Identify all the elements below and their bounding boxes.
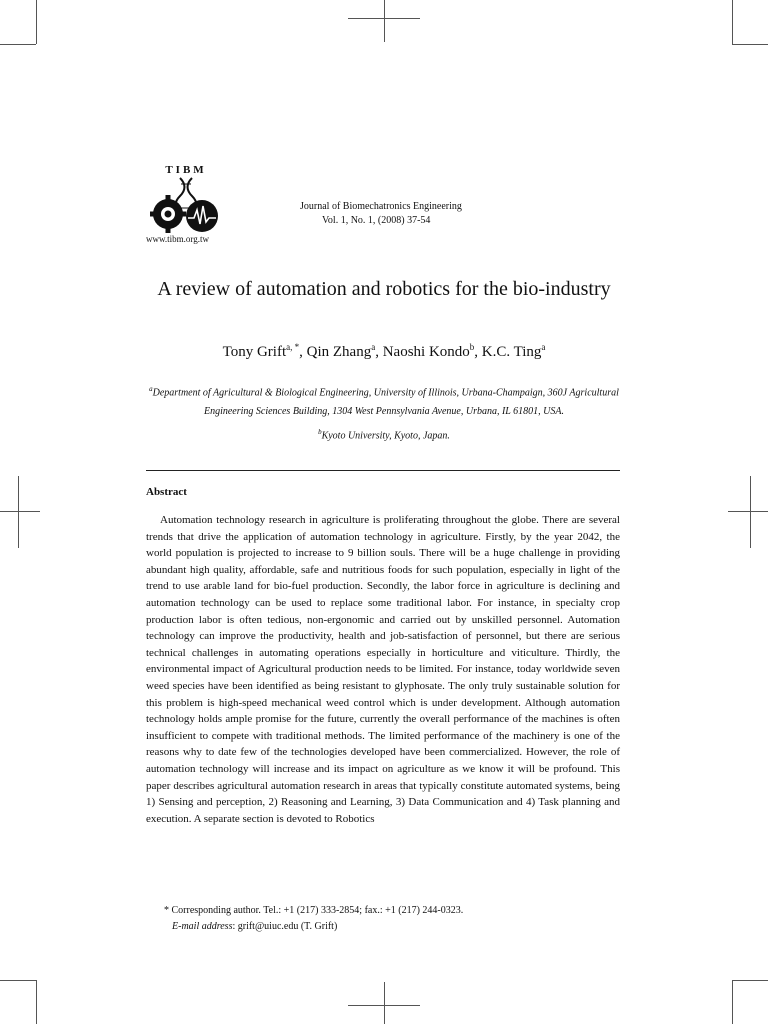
crop-mark bbox=[732, 0, 733, 44]
crop-mark bbox=[732, 980, 733, 1024]
crop-mark bbox=[728, 511, 768, 512]
author-mark: a bbox=[541, 342, 546, 352]
affiliation-mark: a bbox=[149, 385, 153, 393]
author-list: Tony Grift$^{a, *}$, Qin Zhang$^a$, Naoshi Kondo$^b$, K.C. Ting$^a$ bbox=[222, 342, 546, 360]
journal-info bbox=[300, 200, 462, 228]
crop-mark bbox=[348, 18, 420, 19]
author-name: Qin Zhang bbox=[306, 344, 372, 360]
author-name: Tony Grift bbox=[222, 344, 287, 360]
affiliation-mark: b bbox=[318, 428, 322, 436]
crop-mark bbox=[18, 476, 19, 548]
crop-mark bbox=[0, 511, 40, 512]
crop-mark bbox=[384, 0, 385, 42]
crop-mark bbox=[0, 980, 36, 981]
author-mark: a bbox=[371, 342, 376, 352]
email-line bbox=[164, 919, 463, 935]
journal-logo bbox=[146, 162, 226, 246]
corresponding-author-note: * Corresponding author. Tel.: +1 (217) 333-2854; fax.: +1 (217) 244-0323. bbox=[164, 905, 464, 916]
crop-mark bbox=[750, 476, 751, 548]
author-name: K.C. Ting bbox=[481, 344, 542, 360]
abstract-body: Automation technology research in agriculture is proliferating throughout the globe. There are several trends that drive the application of automation technology in agriculture. Firstly, by the year 2042, the world population is projected to increase to 9 billion souls. There will be a huge challenge in providing abundant high quality, affordable, safe and nutritious foods for such population, especially in light of the trend to use arable land for bio-fuel production. Secondly, the labor force in agriculture is declining and automation technology can be used to replace some traditional labor. For instance, in specialty crop production labor is often tedious, non-ergonomic and carried out by unskilled personnel. Automation technology can improve the productivity, health and job-satisfaction of personnel, but there are serious technical challenges in automating operations especially in horticulture and viticulture. Thirdly, the environmental impact of Agricultural production needs to be limited. For instance, today worldwide seven weed species have been identified as being resistant to glyphosate. The only truly sustainable solution for this problem is high-speed mechanical weed control which is under development. Although automation technology holds ample promise for the future, currently the overall performance of the machines is often insufficient to compete with traditional methods. The limited performance of the machinery is one of the reasons why to date few of the technologies developed have been commercialized. However, the role of automation technology will increase and its impact on agriculture as we know it will be profound. This paper describes agricultural automation research in areas that typically constitute automated systems, being 1) Sensing and perception, 2) Reasoning and Learning, 3) Data Communication and 4) Task planning and execution. A separate section is devoted to Robotics bbox=[146, 514, 620, 825]
journal-name: Journal of Biomechatronics Engineering bbox=[300, 201, 462, 212]
crop-mark bbox=[384, 982, 385, 1024]
crop-mark bbox=[348, 1005, 420, 1006]
author-mark: a, * bbox=[286, 342, 300, 352]
abstract-heading: Abstract bbox=[146, 486, 187, 498]
crop-mark bbox=[36, 980, 37, 1024]
footnote bbox=[164, 903, 463, 935]
journal-url: www.tibm.org.tw bbox=[146, 234, 209, 244]
paper-title: A review of automation and robotics for the bio-industry bbox=[157, 278, 611, 300]
crop-mark bbox=[732, 44, 768, 45]
section-divider bbox=[146, 470, 620, 471]
author-name: Naoshi Kondo bbox=[382, 344, 470, 360]
affiliation-a bbox=[130, 380, 638, 421]
affiliation-b bbox=[130, 428, 638, 441]
affiliation-text: Kyoto University, Kyoto, Japan. bbox=[321, 430, 450, 442]
crop-mark bbox=[732, 980, 768, 981]
email-label: E-mail address bbox=[172, 921, 233, 932]
email-value: : grift@uiuc.edu (T. Grift) bbox=[232, 921, 338, 932]
crop-mark bbox=[0, 44, 36, 45]
journal-volume: Vol. 1, No. 1, (2008) 37-54 bbox=[322, 215, 431, 226]
dna-gear-ecg-emblem-icon bbox=[150, 176, 222, 234]
affiliation-text: Department of Agricultural & Biological Engineering, University of Illinois, Urbana-Champaign, 360J Agricultural Engineering Sciences Building, 1304 West Pennsylvania Avenue, Urbana, IL 61801, USA. bbox=[152, 387, 619, 418]
logo-letters: TIBM bbox=[165, 164, 207, 176]
crop-mark bbox=[36, 0, 37, 44]
author-mark: b bbox=[469, 342, 475, 352]
